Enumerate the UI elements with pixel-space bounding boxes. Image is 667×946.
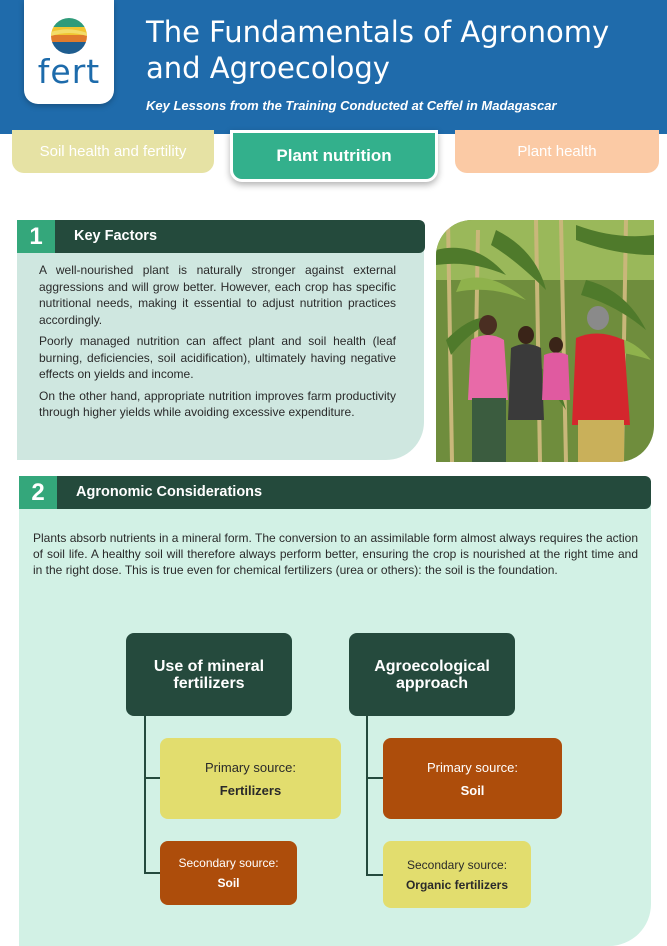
mineral-fertilizers-box: Use of mineral fertilizers <box>126 633 292 716</box>
section-1-body <box>39 262 396 426</box>
right-connector-vertical <box>366 716 368 876</box>
section-2-number: 2 <box>19 476 57 509</box>
left-secondary-value: Soil <box>217 876 240 890</box>
section-2-intro: Plants absorb nutrients in a mineral form. The conversion to an assimilable form almost always requires the action of soil life. A healthy soil will therefore always perform better, ensuring the crop is nourished at the right time and in the right dose. This is true even for chemical fertilizers (urea or others): the soil is the foundation. <box>33 531 638 577</box>
page-title <box>146 14 646 86</box>
left-secondary-source-box <box>160 841 297 905</box>
paragraph-3: On the other hand, appropriate nutrition improves farm productivity through higher yields while avoiding excessive expenditure. <box>39 388 396 419</box>
right-primary-source-box <box>383 738 562 819</box>
tab-soil-health[interactable]: Soil health and fertility <box>12 130 214 173</box>
right-secondary-value: Organic fertilizers <box>405 877 509 892</box>
right-primary-label: Primary source: <box>426 759 519 775</box>
right-secondary-source-box <box>383 841 531 908</box>
logo-text: fert <box>37 52 101 91</box>
logo-globe-icon <box>51 18 87 54</box>
left-connector-secondary <box>144 872 160 874</box>
paragraph-1: A well-nourished plant is naturally stronger against external aggressions and will grow better. However, each crop has specific nutritional needs, making it essential to adjust nutrition practices accordingly. <box>39 263 396 327</box>
section-1-header <box>17 220 425 253</box>
tab-plant-health[interactable]: Plant health <box>455 130 659 173</box>
title-line-2: and Agroecology <box>146 51 390 85</box>
section-2-title: Agronomic Considerations <box>76 484 263 500</box>
section-1-number: 1 <box>17 220 55 253</box>
fert-logo <box>24 0 114 104</box>
left-secondary-label: Secondary source: <box>178 856 279 870</box>
maize-field-photo <box>436 220 654 462</box>
title-line-1: The Fundamentals of Agronomy <box>146 15 610 49</box>
paragraph-2: Poorly managed nutrition can affect plant and soil health (leaf burning, deficiencies, soil acidification), ultimately having negative effects on yields and income. <box>39 334 396 381</box>
tab-plant-nutrition[interactable]: Plant nutrition <box>230 130 438 182</box>
section-2-header <box>19 476 651 509</box>
right-secondary-label: Secondary source: <box>406 857 508 872</box>
right-connector-primary <box>366 777 383 779</box>
left-connector-vertical <box>144 716 146 874</box>
page-subtitle: Key Lessons from the Training Conducted at Ceffel in Madagascar <box>146 98 557 113</box>
right-connector-secondary <box>366 874 383 876</box>
header-banner <box>0 0 667 134</box>
left-connector-primary <box>144 777 160 779</box>
left-primary-source-box <box>160 738 341 819</box>
right-primary-value: Soil <box>460 782 485 798</box>
left-primary-value: Fertilizers <box>219 782 282 798</box>
left-primary-label: Primary source: <box>204 759 297 775</box>
section-1-title: Key Factors <box>74 228 158 244</box>
agroecological-approach-box: Agroecological approach <box>349 633 515 716</box>
